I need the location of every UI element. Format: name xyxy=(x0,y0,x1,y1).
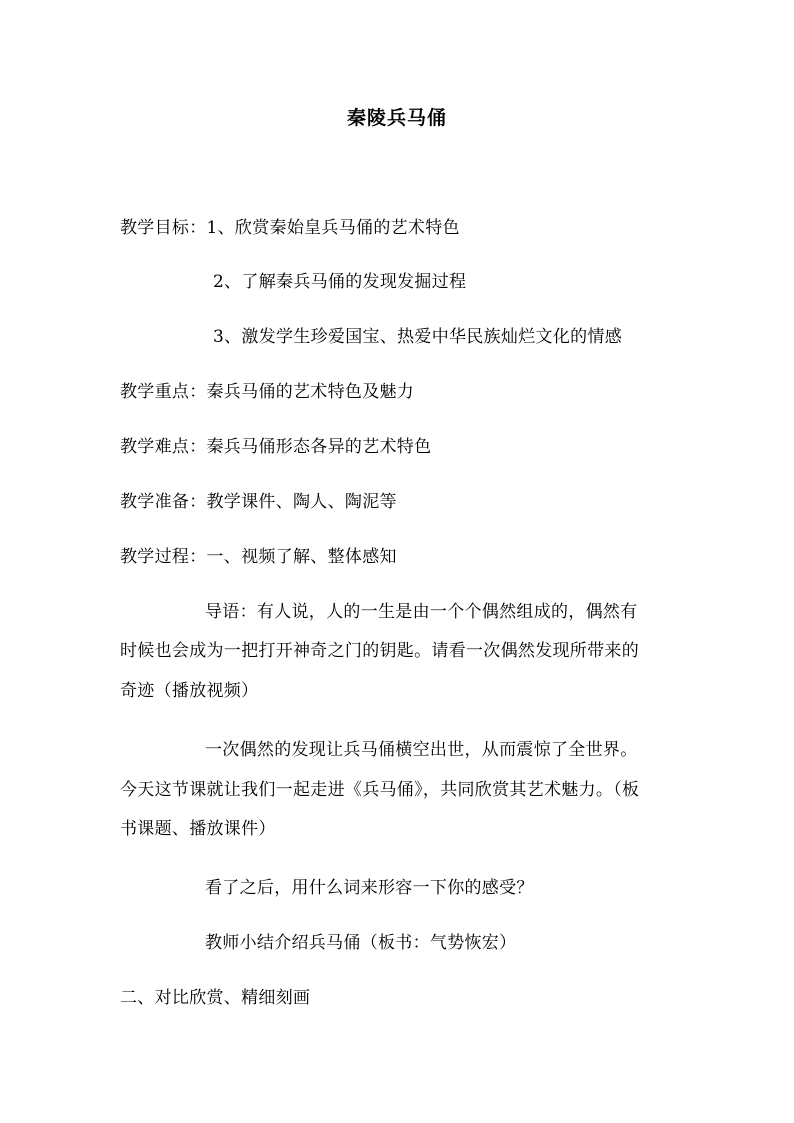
objectives-line xyxy=(120,214,460,242)
paragraph2-line1: 一次偶然的发现让兵马俑横空出世，从而震惊了全世界。 xyxy=(205,740,638,760)
objectives-label: 教学目标： xyxy=(120,218,207,238)
objective-item-1: 1、欣赏秦始皇兵马俑的艺术特色 xyxy=(206,218,460,238)
preparation-line: 教学准备：教学课件、陶人、陶泥等 xyxy=(120,492,397,512)
paragraph3-line: 看了之后，用什么词来形容一下你的感受？ xyxy=(205,878,534,898)
paragraph1-line1: 导语：有人说，人的一生是由一个个偶然组成的，偶然有 xyxy=(205,602,638,622)
difficulty-line: 教学难点：秦兵马俑形态各异的艺术特色 xyxy=(120,437,432,457)
paragraph2-line3: 书课题、播放课件） xyxy=(120,819,276,839)
process-line: 教学过程：一、视频了解、整体感知 xyxy=(120,547,397,567)
section2-heading: 二、对比欣赏、精细刻画 xyxy=(120,988,311,1008)
paragraph4-line: 教师小结介绍兵马俑（板书：气势恢宏） xyxy=(205,933,517,953)
objective-item-2: 2、了解秦兵马俑的发现发掘过程 xyxy=(213,272,467,292)
document-title: 秦陵兵马俑 xyxy=(346,107,447,129)
key-point-line: 教学重点：秦兵马俑的艺术特色及魅力 xyxy=(120,382,415,402)
paragraph2-line2: 今天这节课就让我们一起走进《兵马俑》，共同欣赏其艺术魅力。（板 xyxy=(120,780,640,800)
objective-item-3: 3、激发学生珍爱国宝、热爱中华民族灿烂文化的情感 xyxy=(213,327,623,347)
paragraph1-line3: 奇迹（播放视频） xyxy=(120,681,259,701)
paragraph1-line2: 时候也会成为一把打开神奇之门的钥匙。请看一次偶然发现所带来的 xyxy=(120,641,639,661)
